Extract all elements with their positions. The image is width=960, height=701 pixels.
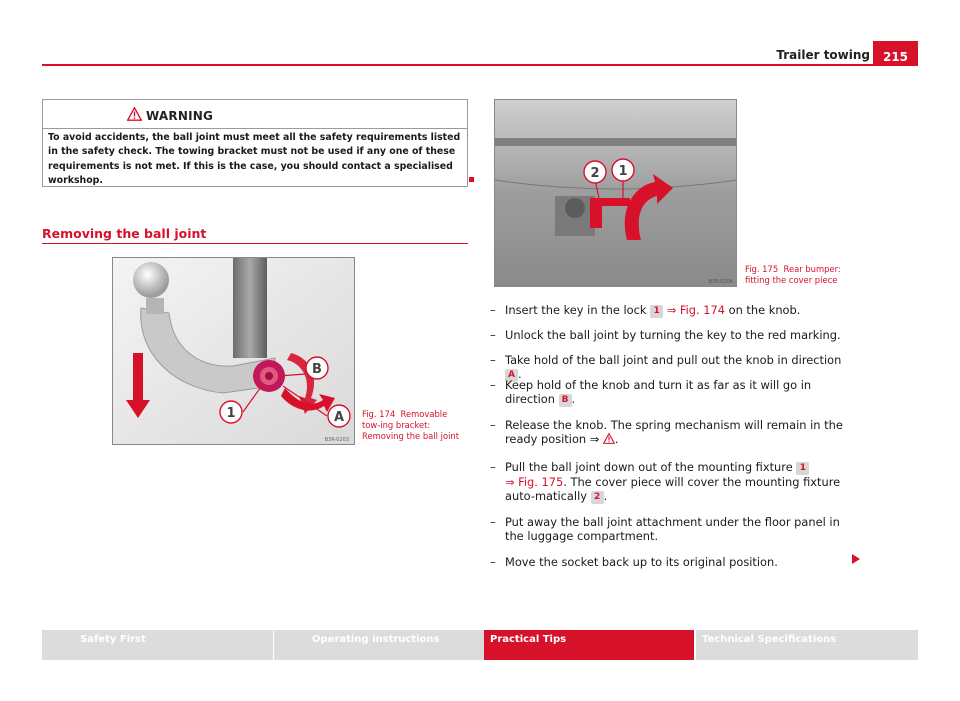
step-2-text: Unlock the ball joint by turning the key to the red marking. xyxy=(505,328,841,342)
page-number: 215 xyxy=(873,41,918,66)
step-3-text-end: . xyxy=(518,367,522,382)
section-end-marker xyxy=(469,177,474,182)
step-1-text: Insert the key in the lock xyxy=(505,303,651,317)
footer-tab-technical-specifications[interactable]: Technical Specifications xyxy=(696,630,918,660)
step-6-badge-2: 2 xyxy=(591,491,604,504)
warning-divider xyxy=(42,128,468,129)
running-header-title: Trailer towing xyxy=(776,48,870,62)
figure-175-label: Fig. 175 xyxy=(745,264,779,274)
tow-bracket-illustration xyxy=(113,258,355,445)
step-3-text: Take hold of the ball joint and pull out the knob in direction xyxy=(505,353,842,367)
figure-175-caption xyxy=(745,264,855,286)
fig-175-link[interactable]: ⇒ Fig. 175 xyxy=(505,475,564,489)
step-6-text-mid: . The cover piece will cover the mounting fixture auto-matically xyxy=(505,475,841,504)
figure-175-code: B3R-0204 xyxy=(708,279,733,285)
rear-bumper-illustration xyxy=(495,100,737,287)
step-5-text: Release the knob. The spring mechanism will remain in the ready position ⇒ xyxy=(505,418,843,447)
callout-1-label: 1 xyxy=(226,406,236,421)
callout-1b-label: 1 xyxy=(618,164,628,179)
step-5-text-end: . xyxy=(614,432,619,447)
footer-tab-practical-tips[interactable]: Practical Tips xyxy=(484,630,694,660)
continue-arrow-icon xyxy=(852,554,860,564)
warning-text: To avoid accidents, the ball joint must meet all the safety requirements listed in the safety check. The towing bracket must not be used if any one of these requirements is not met. If this is the case, you should contact a specialised workshop. xyxy=(48,132,461,186)
callout-b-label: B xyxy=(312,362,322,377)
step-4-badge: B xyxy=(559,394,572,407)
header-rule xyxy=(42,64,918,66)
step-4-text-end: . xyxy=(571,392,576,407)
step-6-text: Pull the ball joint down out of the mounting fixture xyxy=(505,460,797,474)
step-2: – Unlock the ball joint by turning the key to the red marking. xyxy=(490,328,841,342)
figure-174-code: B3R-0203 xyxy=(324,437,349,443)
figure-175-caption-text: Rear bumper: fitting the cover piece xyxy=(745,264,841,285)
figure-174-caption-text: Removable tow-ing bracket: Removing the ball joint xyxy=(362,409,459,441)
figure-174-caption xyxy=(362,409,468,442)
callout-2-label: 2 xyxy=(590,166,600,181)
section-heading: Removing the ball joint xyxy=(42,226,207,241)
footer-tab-operating-instructions[interactable]: Operating instructions xyxy=(274,630,505,660)
step-1-badge: 1 xyxy=(650,305,663,318)
figure-174-label: Fig. 174 xyxy=(362,409,396,419)
step-1: – Insert the key in the lock 1 ⇒ Fig. 174 on the knob. xyxy=(490,303,801,317)
warning-triangle-icon xyxy=(127,107,142,121)
step-7: – Put away the ball joint attachment under the floor panel in the luggage compartment. xyxy=(490,515,840,544)
footer-tab-safety-first[interactable]: Safety First xyxy=(42,630,273,660)
step-3-badge: A xyxy=(505,369,518,382)
step-4-text: Keep hold of the knob and turn it as far as it will go in direction xyxy=(505,378,812,407)
warning-title: WARNING xyxy=(146,109,214,123)
step-8-text: Move the socket back up to its original position. xyxy=(505,555,778,569)
callout-a-label: A xyxy=(333,410,345,425)
step-1-text-end: on the knob. xyxy=(725,303,801,317)
step-3: – Take hold of the ball joint and pull out the knob in direction A . xyxy=(490,353,842,382)
step-6-text-end: . xyxy=(603,489,608,504)
step-5: – Release the knob. The spring mechanism will remain in the ready position ⇒ . xyxy=(490,418,843,447)
step-8: – Move the socket back up to its original position. xyxy=(490,555,778,569)
fig-174-link[interactable]: ⇒ Fig. 174 xyxy=(663,303,725,317)
warning-ref-icon[interactable] xyxy=(603,433,615,444)
section-heading-rule xyxy=(42,243,468,244)
figure-175-image xyxy=(494,99,737,287)
step-6: – Pull the ball joint down out of the mounting fixture 1 ⇒ Fig. 175. The cover piece will cover the mounting fixture auto-matically 2 . xyxy=(490,460,841,504)
step-6-badge: 1 xyxy=(796,462,809,475)
step-4: – Keep hold of the knob and turn it as far as it will go in direction B . xyxy=(490,378,812,407)
figure-174-image xyxy=(112,257,355,445)
step-7-text: Put away the ball joint attachment under the floor panel in the luggage compartment. xyxy=(505,515,840,544)
